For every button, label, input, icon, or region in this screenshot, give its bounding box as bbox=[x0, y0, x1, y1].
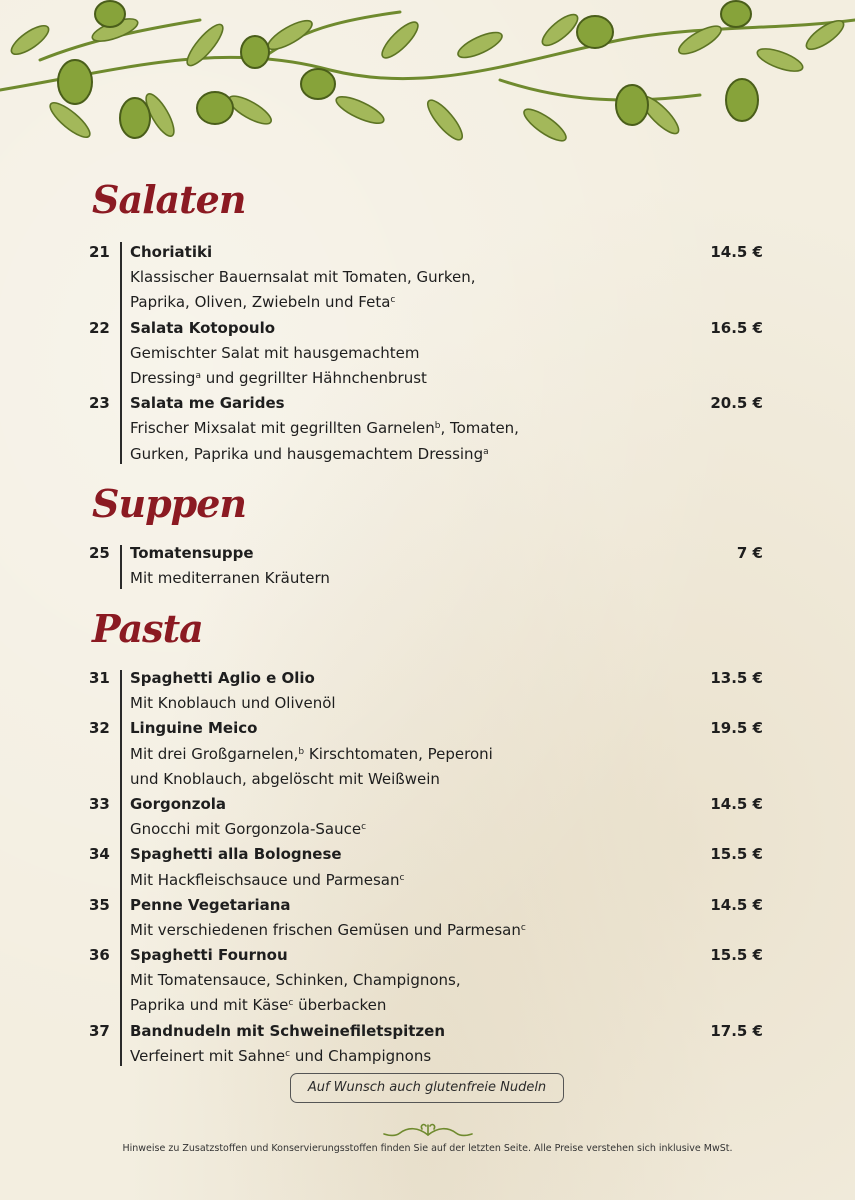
item-description: Verfeinert mit Sahne$^c$ und Champignons bbox=[130, 1046, 432, 1065]
item-description: Gnocchi mit Gorgonzola-Sauce$^c$ bbox=[130, 820, 367, 839]
item-number: 33 bbox=[89, 794, 110, 813]
item-price: 17.5 € bbox=[710, 1021, 763, 1040]
allergen-marker: c bbox=[361, 822, 367, 833]
menu-section-suppen bbox=[0, 541, 855, 591]
allergen-marker: b bbox=[298, 746, 305, 757]
item-description: Gemischter Salat mit hausgemachtem bbox=[130, 343, 420, 362]
item-name: Salata Kotopoulo bbox=[130, 318, 276, 337]
item-name: Tomatensuppe bbox=[130, 544, 254, 562]
item-description: Paprika und mit Käse$^c$ überbacken bbox=[130, 996, 387, 1015]
item-price: 13.5 € bbox=[710, 669, 763, 687]
allergen-marker: c bbox=[399, 872, 405, 883]
menu-item bbox=[0, 316, 855, 392]
item-number: 35 bbox=[89, 895, 110, 914]
item-name: Linguine Meico bbox=[130, 719, 258, 738]
item-description: Klassischer Bauernsalat mit Tomaten, Gurken, bbox=[130, 268, 476, 287]
section-title-salaten: Salaten bbox=[92, 177, 246, 222]
gluten-free-note: Auf Wunsch auch glutenfreie Nudeln bbox=[290, 1073, 564, 1103]
allergen-marker: c bbox=[520, 922, 526, 933]
item-description: Mit drei Großgarnelen,$^b$ Kirschtomaten, Peperoni bbox=[130, 744, 493, 763]
menu-item bbox=[0, 842, 855, 892]
menu-item bbox=[0, 1019, 855, 1069]
item-name: Gorgonzola bbox=[130, 794, 227, 813]
item-price: 14.5 € bbox=[710, 243, 763, 261]
allergen-marker: a bbox=[195, 370, 201, 381]
item-number: 31 bbox=[89, 669, 110, 687]
menu-section-salaten bbox=[0, 240, 855, 467]
item-price: 16.5 € bbox=[710, 318, 763, 337]
allergen-marker: b bbox=[434, 421, 441, 432]
allergen-marker: c bbox=[285, 1048, 291, 1059]
item-description: Paprika, Oliven, Zwiebeln und Feta$^c$ bbox=[130, 293, 396, 312]
item-name: Choriatiki bbox=[130, 243, 213, 261]
menu-section-pasta bbox=[0, 666, 855, 1069]
item-price: 15.5 € bbox=[710, 845, 763, 864]
menu-item bbox=[0, 666, 855, 716]
allergen-marker: c bbox=[288, 998, 294, 1009]
footer-note: Hinweise zu Zusatzstoffen und Konservierungsstoffen finden Sie auf der letzten Seite. Alle Preise verstehen sich inklusive MwSt. bbox=[122, 1143, 733, 1154]
menu-item bbox=[0, 541, 855, 591]
item-description: Frischer Mixsalat mit gegrillten Garnelen$^b$, Tomaten, bbox=[130, 419, 519, 438]
item-number: 34 bbox=[89, 845, 110, 864]
olive-branch-illustration bbox=[0, 0, 855, 165]
item-price: 15.5 € bbox=[710, 946, 763, 965]
item-number: 37 bbox=[89, 1021, 110, 1040]
item-description: und Knoblauch, abgelöscht mit Weißwein bbox=[130, 769, 440, 788]
menu-item bbox=[0, 240, 855, 316]
menu-item bbox=[0, 391, 855, 467]
item-price: 7 € bbox=[736, 544, 763, 562]
item-description: Mit verschiedenen frischen Gemüsen und Parmesan$^c$ bbox=[130, 920, 526, 939]
item-name: Spaghetti Fournou bbox=[130, 946, 288, 965]
item-price: 14.5 € bbox=[710, 895, 763, 914]
item-number: 25 bbox=[89, 544, 110, 562]
item-description: Mit mediterranen Kräutern bbox=[130, 569, 330, 588]
item-description: Mit Hackfleischsauce und Parmesan$^c$ bbox=[130, 870, 405, 889]
item-number: 22 bbox=[89, 318, 110, 337]
item-price: 20.5 € bbox=[710, 394, 763, 413]
menu-item bbox=[0, 792, 855, 842]
item-description: Mit Tomatensauce, Schinken, Champignons, bbox=[130, 971, 461, 990]
item-description: Gurken, Paprika und hausgemachtem Dressing$^a$ bbox=[130, 444, 489, 463]
menu-item bbox=[0, 716, 855, 792]
allergen-marker: c bbox=[390, 295, 396, 306]
item-name: Bandnudeln mit Schweinefiletspitzen bbox=[130, 1021, 446, 1040]
menu-item bbox=[0, 893, 855, 943]
item-number: 36 bbox=[89, 946, 110, 965]
item-number: 32 bbox=[89, 719, 110, 738]
item-name: Salata me Garides bbox=[130, 394, 285, 413]
item-price: 19.5 € bbox=[710, 719, 763, 738]
allergen-marker: a bbox=[483, 446, 489, 457]
item-description: Dressing$^a$ und gegrillter Hähnchenbrust bbox=[130, 368, 427, 387]
item-number: 23 bbox=[89, 394, 110, 413]
item-name: Spaghetti Aglio e Olio bbox=[130, 669, 315, 687]
section-title-suppen: Suppen bbox=[92, 481, 247, 526]
ornament-flourish-icon bbox=[378, 1121, 478, 1141]
item-price: 14.5 € bbox=[710, 794, 763, 813]
item-name: Penne Vegetariana bbox=[130, 895, 291, 914]
section-title-pasta: Pasta bbox=[92, 606, 203, 651]
menu-item bbox=[0, 943, 855, 1019]
item-description: Mit Knoblauch und Olivenöl bbox=[130, 694, 336, 713]
item-name: Spaghetti alla Bolognese bbox=[130, 845, 342, 864]
item-number: 21 bbox=[89, 243, 110, 261]
